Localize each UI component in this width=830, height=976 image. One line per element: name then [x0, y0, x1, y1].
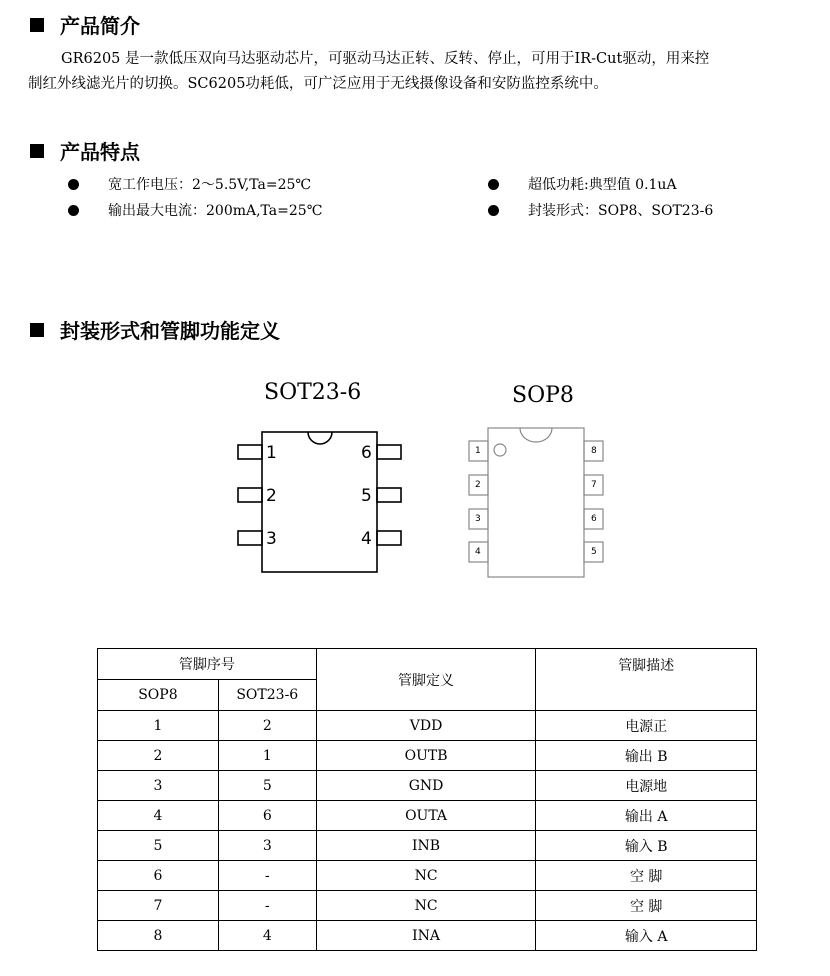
- bullet-icon: [488, 205, 499, 216]
- table-row: [98, 921, 757, 951]
- cell-definition: OUTB: [316, 741, 536, 771]
- header-pin-number: 管脚序号: [98, 649, 317, 680]
- sop-pin-label: 4: [475, 547, 481, 557]
- table-row: [98, 861, 757, 891]
- pin-lead: [377, 488, 401, 502]
- cell-description: 电源地: [536, 771, 757, 801]
- pin1-marker-icon: [494, 444, 506, 456]
- cell-definition: VDD: [316, 711, 536, 741]
- cell-sot23: -: [218, 891, 316, 921]
- intro-paragraph: [28, 47, 818, 97]
- cell-sop8: 2: [98, 741, 219, 771]
- cell-description: 输入 B: [536, 831, 757, 861]
- bullet-icon: [68, 179, 79, 190]
- section-heading-package: [30, 315, 280, 344]
- cell-sop8: 5: [98, 831, 219, 861]
- cell-definition: NC: [316, 891, 536, 921]
- table-row: [98, 741, 757, 771]
- sot-pin-label: 3: [266, 529, 277, 549]
- cell-sop8: 1: [98, 711, 219, 741]
- cell-description: 输入 A: [536, 921, 757, 951]
- sot-pin-label: 1: [266, 443, 277, 463]
- cell-sop8: 7: [98, 891, 219, 921]
- sop8-title: SOP8: [512, 383, 574, 408]
- heading-text: 封装形式和管脚功能定义: [60, 319, 280, 343]
- header-pin-description: 管脚描述: [536, 649, 757, 711]
- section-heading-intro: [30, 10, 140, 39]
- cell-sot23: 5: [218, 771, 316, 801]
- table-row: [98, 771, 757, 801]
- cell-description: 电源正: [536, 711, 757, 741]
- feature-item: [488, 174, 677, 194]
- feature-text: 封装形式：SOP8、SOT23-6: [528, 203, 714, 219]
- cell-description: 空 脚: [536, 891, 757, 921]
- pin-lead: [238, 445, 262, 459]
- cell-definition: INA: [316, 921, 536, 951]
- sot23-package-diagram: [235, 430, 405, 575]
- table-row: [98, 891, 757, 921]
- pin-lead: [238, 531, 262, 545]
- header-pin-definition: 管脚定义: [316, 649, 536, 711]
- chip-notch: [308, 432, 332, 444]
- cell-sot23: 1: [218, 741, 316, 771]
- heading-text: 产品特点: [60, 140, 140, 164]
- section-heading-features: [30, 136, 140, 165]
- cell-definition: NC: [316, 861, 536, 891]
- cell-sot23: 3: [218, 831, 316, 861]
- cell-sot23: 2: [218, 711, 316, 741]
- sot23-title: SOT23-6: [264, 380, 362, 405]
- sop-pin-label: 3: [475, 514, 481, 524]
- table-row: [98, 711, 757, 741]
- feature-item: [68, 174, 311, 194]
- square-bullet-icon: [30, 18, 44, 32]
- pin-lead: [238, 488, 262, 502]
- cell-definition: INB: [316, 831, 536, 861]
- feature-item: [488, 200, 713, 220]
- sop-pin-label: 8: [591, 446, 597, 456]
- table-header-row: [98, 649, 757, 680]
- cell-sop8: 3: [98, 771, 219, 801]
- chip-notch: [520, 428, 552, 442]
- sop-pin-label: 1: [475, 446, 481, 456]
- cell-definition: GND: [316, 771, 536, 801]
- square-bullet-icon: [30, 323, 44, 337]
- cell-sot23: 6: [218, 801, 316, 831]
- chip-body: [262, 432, 377, 572]
- cell-sot23: 4: [218, 921, 316, 951]
- table-row: [98, 801, 757, 831]
- pin-lead: [377, 531, 401, 545]
- sop8-package-diagram: [466, 427, 608, 579]
- cell-definition: OUTA: [316, 801, 536, 831]
- heading-text: 产品简介: [60, 14, 140, 38]
- cell-description: 输出 A: [536, 801, 757, 831]
- sot-pin-label: 6: [361, 443, 372, 463]
- feature-item: [68, 200, 322, 220]
- sop-pin-label: 5: [591, 547, 597, 557]
- pin-definition-table: [97, 648, 757, 951]
- sot-pin-label: 5: [361, 486, 372, 506]
- chip-body: [488, 428, 584, 577]
- square-bullet-icon: [30, 144, 44, 158]
- intro-line-2: 制红外线滤光片的切换。SC6205功耗低，可广泛应用于无线摄像设备和安防监控系统中。: [28, 76, 608, 92]
- sot-pin-label: 4: [361, 529, 372, 549]
- bullet-icon: [488, 179, 499, 190]
- sop-pin-label: 6: [591, 514, 597, 524]
- sop-pin-label: 2: [475, 480, 481, 490]
- intro-line-1: GR6205 是一款低压双向马达驱动芯片，可驱动马达正转、反转、停止，可用于IR-Cut驱动，用来控: [61, 51, 710, 67]
- sot-pin-label: 2: [266, 486, 277, 506]
- cell-sop8: 6: [98, 861, 219, 891]
- table-row: [98, 831, 757, 861]
- header-sop8: SOP8: [98, 680, 219, 711]
- cell-sot23: -: [218, 861, 316, 891]
- feature-text: 宽工作电压：2～5.5V,Ta=25℃: [108, 177, 312, 193]
- header-sot23: SOT23-6: [218, 680, 316, 711]
- cell-description: 空 脚: [536, 861, 757, 891]
- feature-text: 输出最大电流：200mA,Ta=25℃: [108, 203, 323, 219]
- cell-sop8: 8: [98, 921, 219, 951]
- sop-pin-label: 7: [591, 480, 597, 490]
- bullet-icon: [68, 205, 79, 216]
- cell-sop8: 4: [98, 801, 219, 831]
- cell-description: 输出 B: [536, 741, 757, 771]
- feature-text: 超低功耗:典型值 0.1uA: [528, 177, 677, 193]
- pin-lead: [377, 445, 401, 459]
